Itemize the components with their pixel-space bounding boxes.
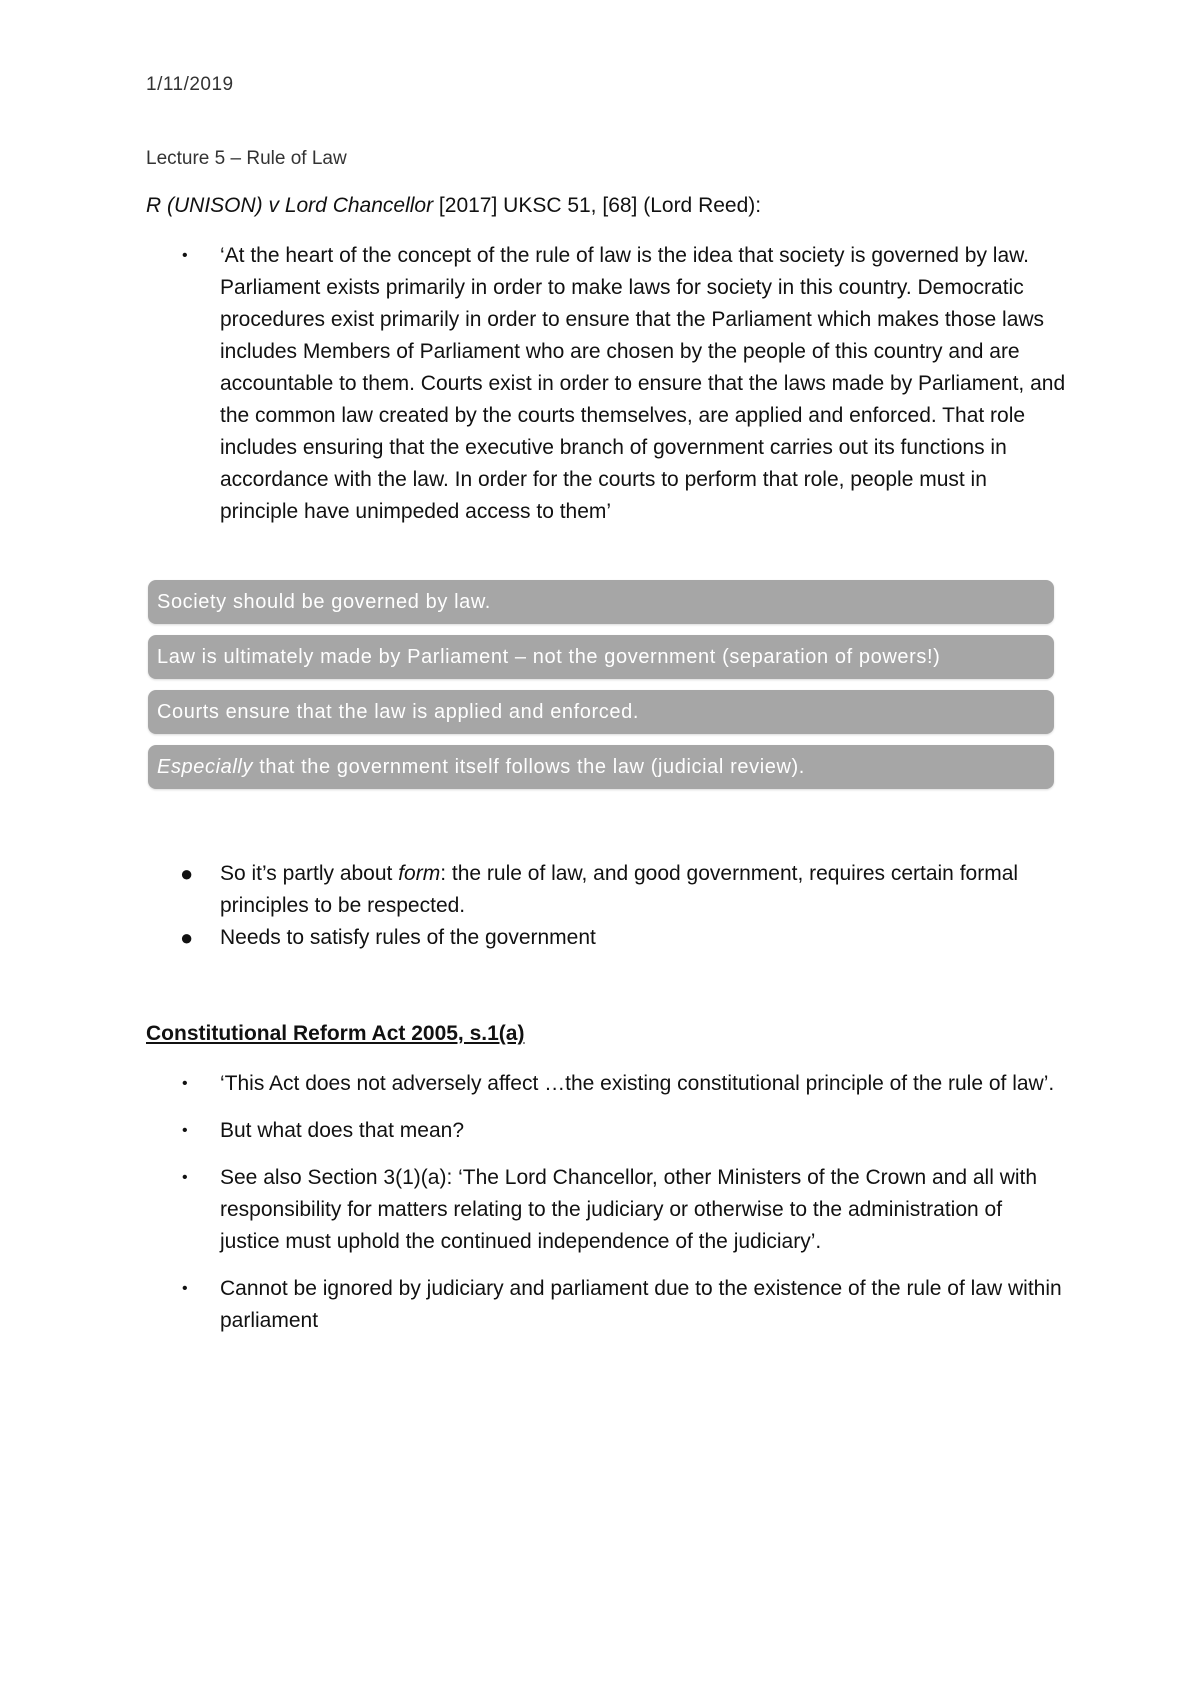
form-bullet-2 bbox=[146, 922, 1066, 954]
box-text: that the government itself follows the law (judicial review). bbox=[253, 756, 805, 778]
case-citation: [2017] UKSC 51, [68] (Lord Reed): bbox=[433, 194, 762, 217]
form-bullet-1 bbox=[146, 858, 1066, 922]
case-name: R (UNISON) v Lord Chancellor bbox=[146, 194, 434, 217]
summary-box-judicial-review bbox=[148, 745, 1054, 789]
summary-box-courts: Courts ensure that the law is applied and enforced. bbox=[148, 690, 1054, 734]
bullet-icon: ● bbox=[180, 925, 194, 950]
bullet-icon: ● bbox=[180, 861, 194, 886]
bullet-icon: • bbox=[182, 1280, 188, 1297]
bullet-icon: • bbox=[182, 1169, 188, 1186]
cra-bullet-text: ‘This Act does not adversely affect …the existing constitutional principle of the rule of law’. bbox=[220, 1072, 1055, 1095]
box-emphasis: Especially bbox=[157, 756, 254, 778]
quote-text: ‘At the heart of the concept of the rule of law is the idea that society is governed by law. Parliament exists primarily in order to make laws for society in this country. Democratic procedures exist primarily in order to ensure that the Parliament which makes those laws includes Members of Parliament who are chosen by the people of this country and are accountable to them. Courts exist in order to ensure that the laws made by Parliament, and the common law created by the courts themselves, are applied and enforced. That role includes ensuring that the executive branch of government carries out its functions in accordance with the law. In order for the courts to perform that role, people must in principle have unimpeded access to them’ bbox=[220, 244, 1066, 523]
quote-list bbox=[146, 240, 1066, 528]
summary-box-governed-by-law: Society should be governed by law. bbox=[148, 580, 1054, 624]
cra-bullet-2 bbox=[146, 1115, 1066, 1147]
cra-bullet-text: But what does that mean? bbox=[220, 1119, 464, 1142]
bullet-icon: • bbox=[182, 1075, 188, 1092]
document-date: 1/11/2019 bbox=[146, 74, 234, 95]
form-bullet-suffix: : the rule of law, and good government, requires certain formal principles to be respected. bbox=[220, 862, 1019, 917]
cra-list bbox=[146, 1068, 1066, 1352]
bullet-icon: • bbox=[182, 1122, 188, 1139]
cra-bullet-3 bbox=[146, 1162, 1066, 1258]
form-bullet-text: Needs to satisfy rules of the government bbox=[220, 926, 596, 949]
case-heading bbox=[146, 194, 761, 218]
section-heading: Constitutional Reform Act 2005, s.1(a) bbox=[146, 1022, 525, 1045]
cra-bullet-1 bbox=[146, 1068, 1066, 1100]
form-bullet-emphasis: form bbox=[398, 862, 441, 885]
cra-bullet-4 bbox=[146, 1273, 1066, 1337]
summary-box-parliament: Law is ultimately made by Parliament – not the government (separation of powers!) bbox=[148, 635, 1054, 679]
summary-boxes bbox=[148, 580, 1054, 800]
lecture-title: Lecture 5 – Rule of Law bbox=[146, 148, 347, 169]
form-bullet-prefix: So it’s partly about bbox=[220, 862, 399, 885]
bullet-icon: • bbox=[182, 247, 188, 264]
quote-bullet bbox=[146, 240, 1066, 528]
cra-bullet-text: Cannot be ignored by judiciary and parliament due to the existence of the rule of law within parliament bbox=[220, 1277, 1062, 1332]
form-list bbox=[146, 858, 1066, 954]
cra-bullet-text: See also Section 3(1)(a): ‘The Lord Chancellor, other Ministers of the Crown and all with responsibility for matters relating to the judiciary or otherwise to the administration of justice must uphold the continued independence of the judiciary’. bbox=[220, 1166, 1038, 1253]
